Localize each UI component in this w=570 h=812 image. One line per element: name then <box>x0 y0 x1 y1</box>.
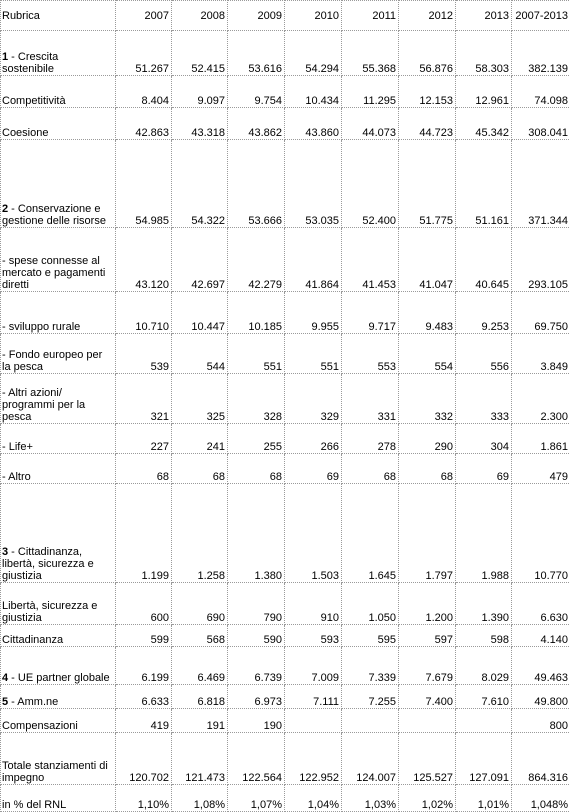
value-cell: 74.098 <box>512 76 570 108</box>
value-cell: 7.255 <box>342 685 399 709</box>
value-cell: 6.633 <box>116 685 172 709</box>
value-cell: 7.400 <box>399 685 456 709</box>
value-cell: 9.717 <box>342 292 399 334</box>
row-label <box>1 709 116 733</box>
value-cell: 293.105 <box>512 228 570 292</box>
value-cell: 304 <box>456 424 512 454</box>
value-cell: 68 <box>116 454 172 484</box>
value-cell: 1,048% <box>512 785 570 812</box>
value-cell: 6.739 <box>228 647 285 685</box>
value-cell: 598 <box>456 625 512 647</box>
label-text: - Fondo europeo per la pesca <box>2 349 102 373</box>
value-cell: 43.120 <box>116 228 172 292</box>
value-cell: 6.973 <box>228 685 285 709</box>
header-2008: 2008 <box>172 1 228 31</box>
value-cell: 68 <box>172 454 228 484</box>
value-cell: 53.035 <box>285 140 342 228</box>
value-cell <box>399 709 456 733</box>
label-text: Compensazioni <box>2 720 78 732</box>
row-label <box>1 685 116 709</box>
value-cell: 49.463 <box>512 647 570 685</box>
value-cell: 1,01% <box>456 785 512 812</box>
heading-number: 4 <box>2 672 8 684</box>
value-cell: 124.007 <box>342 733 399 785</box>
value-cell: 6.199 <box>116 647 172 685</box>
value-cell: 382.139 <box>512 31 570 76</box>
header-2013: 2013 <box>456 1 512 31</box>
row-label <box>1 31 116 76</box>
value-cell: 52.415 <box>172 31 228 76</box>
value-cell: 49.800 <box>512 685 570 709</box>
label-text: - Crescita sostenibile <box>2 51 58 75</box>
value-cell: 864.316 <box>512 733 570 785</box>
value-cell: 7.111 <box>285 685 342 709</box>
label-text: Cittadinanza <box>2 634 63 646</box>
value-cell: 1.380 <box>228 484 285 583</box>
heading-number: 2 <box>2 203 8 215</box>
value-cell: 241 <box>172 424 228 454</box>
table-row <box>1 292 570 334</box>
value-cell: 599 <box>116 625 172 647</box>
value-cell: 1,02% <box>399 785 456 812</box>
value-cell: 544 <box>172 334 228 374</box>
label-text: - sviluppo rurale <box>2 321 80 333</box>
value-cell <box>342 709 399 733</box>
value-cell: 41.047 <box>399 228 456 292</box>
value-cell: 1,04% <box>285 785 342 812</box>
label-text: Totale stanziamenti di impegno <box>2 760 108 784</box>
row-label <box>1 625 116 647</box>
value-cell: 1,08% <box>172 785 228 812</box>
value-cell: 479 <box>512 454 570 484</box>
table-row <box>1 140 570 228</box>
value-cell: 54.985 <box>116 140 172 228</box>
row-label <box>1 647 116 685</box>
value-cell: 597 <box>399 625 456 647</box>
value-cell: 1.050 <box>342 583 399 625</box>
header-rubrica: Rubrica <box>1 1 116 31</box>
value-cell: 45.342 <box>456 108 512 140</box>
value-cell: 69.750 <box>512 292 570 334</box>
value-cell: 43.862 <box>228 108 285 140</box>
value-cell: 551 <box>228 334 285 374</box>
value-cell: 53.666 <box>228 140 285 228</box>
label-text: - Conservazione e gestione delle risorse <box>2 203 106 227</box>
value-cell: 190 <box>228 709 285 733</box>
label-text: Coesione <box>2 127 48 139</box>
value-cell: 56.876 <box>399 31 456 76</box>
value-cell: 325 <box>172 374 228 424</box>
header-2012: 2012 <box>399 1 456 31</box>
value-cell: 6.630 <box>512 583 570 625</box>
heading-number: 3 <box>2 546 8 558</box>
value-cell: 122.564 <box>228 733 285 785</box>
label-text: - spese connesse al mercato e pagamenti diretti <box>2 255 105 291</box>
value-cell: 278 <box>342 424 399 454</box>
value-cell: 6.818 <box>172 685 228 709</box>
value-cell: 11.295 <box>342 76 399 108</box>
value-cell: 9.754 <box>228 76 285 108</box>
value-cell: 51.775 <box>399 140 456 228</box>
heading-number: 1 <box>2 51 8 63</box>
value-cell: 58.303 <box>456 31 512 76</box>
table-row <box>1 424 570 454</box>
value-cell: 590 <box>228 625 285 647</box>
value-cell: 371.344 <box>512 140 570 228</box>
label-text: Libertà, sicurezza e giustizia <box>2 600 97 624</box>
header-2009: 2009 <box>228 1 285 31</box>
value-cell: 328 <box>228 374 285 424</box>
row-label <box>1 140 116 228</box>
value-cell: 1,10% <box>116 785 172 812</box>
value-cell: 51.267 <box>116 31 172 76</box>
label-text: Competitività <box>2 95 66 107</box>
table-row <box>1 228 570 292</box>
budget-body <box>1 31 570 812</box>
value-cell: 9.483 <box>399 292 456 334</box>
value-cell: 68 <box>399 454 456 484</box>
value-cell: 554 <box>399 334 456 374</box>
table-row <box>1 31 570 76</box>
value-cell: 125.527 <box>399 733 456 785</box>
row-label <box>1 76 116 108</box>
row-label <box>1 484 116 583</box>
label-text: - Cittadinanza, libertà, sicurezza e giustizia <box>2 546 94 582</box>
value-cell: 9.097 <box>172 76 228 108</box>
value-cell: 266 <box>285 424 342 454</box>
value-cell: 54.322 <box>172 140 228 228</box>
label-text: - UE partner globale <box>8 672 110 684</box>
value-cell: 10.185 <box>228 292 285 334</box>
value-cell: 10.434 <box>285 76 342 108</box>
value-cell: 9.253 <box>456 292 512 334</box>
value-cell <box>456 709 512 733</box>
value-cell: 191 <box>172 709 228 733</box>
value-cell: 4.140 <box>512 625 570 647</box>
table-row <box>1 334 570 374</box>
value-cell: 1.390 <box>456 583 512 625</box>
value-cell: 44.723 <box>399 108 456 140</box>
value-cell: 1,03% <box>342 785 399 812</box>
row-label <box>1 733 116 785</box>
table-row <box>1 454 570 484</box>
value-cell: 7.339 <box>342 647 399 685</box>
label-text: in % del RNL <box>2 799 66 811</box>
value-cell: 1.200 <box>399 583 456 625</box>
value-cell: 1.503 <box>285 484 342 583</box>
value-cell: 539 <box>116 334 172 374</box>
value-cell: 600 <box>116 583 172 625</box>
table-row <box>1 108 570 140</box>
row-label <box>1 108 116 140</box>
value-cell: 2.300 <box>512 374 570 424</box>
value-cell: 54.294 <box>285 31 342 76</box>
value-cell: 333 <box>456 374 512 424</box>
value-cell <box>285 709 342 733</box>
value-cell: 332 <box>399 374 456 424</box>
value-cell: 10.710 <box>116 292 172 334</box>
table-row <box>1 785 570 812</box>
value-cell: 121.473 <box>172 733 228 785</box>
value-cell: 3.849 <box>512 334 570 374</box>
value-cell: 308.041 <box>512 108 570 140</box>
header-2007: 2007 <box>116 1 172 31</box>
value-cell: 69 <box>456 454 512 484</box>
row-label <box>1 424 116 454</box>
value-cell: 551 <box>285 334 342 374</box>
row-label <box>1 454 116 484</box>
table-row <box>1 709 570 733</box>
table-row <box>1 374 570 424</box>
table-row <box>1 685 570 709</box>
value-cell: 43.318 <box>172 108 228 140</box>
value-cell: 1.645 <box>342 484 399 583</box>
value-cell: 329 <box>285 374 342 424</box>
value-cell: 595 <box>342 625 399 647</box>
value-cell: 6.469 <box>172 647 228 685</box>
value-cell: 1.199 <box>116 484 172 583</box>
header-total: 2007-2013 <box>512 1 570 31</box>
header-2010: 2010 <box>285 1 342 31</box>
table-row <box>1 76 570 108</box>
value-cell: 120.702 <box>116 733 172 785</box>
value-cell: 790 <box>228 583 285 625</box>
value-cell: 68 <box>228 454 285 484</box>
value-cell: 42.863 <box>116 108 172 140</box>
table-row <box>1 484 570 583</box>
value-cell: 568 <box>172 625 228 647</box>
value-cell: 127.091 <box>456 733 512 785</box>
table-row <box>1 647 570 685</box>
value-cell: 10.447 <box>172 292 228 334</box>
value-cell: 1,07% <box>228 785 285 812</box>
value-cell: 122.952 <box>285 733 342 785</box>
label-text: - Amm.ne <box>8 696 58 708</box>
value-cell: 1.258 <box>172 484 228 583</box>
value-cell: 1.988 <box>456 484 512 583</box>
table-row <box>1 733 570 785</box>
row-label <box>1 228 116 292</box>
value-cell: 227 <box>116 424 172 454</box>
row-label <box>1 785 116 812</box>
value-cell: 321 <box>116 374 172 424</box>
value-cell: 51.161 <box>456 140 512 228</box>
value-cell: 7.679 <box>399 647 456 685</box>
value-cell: 9.955 <box>285 292 342 334</box>
value-cell: 53.616 <box>228 31 285 76</box>
value-cell: 69 <box>285 454 342 484</box>
value-cell: 68 <box>342 454 399 484</box>
heading-number: 5 <box>2 696 8 708</box>
value-cell: 44.073 <box>342 108 399 140</box>
value-cell: 52.400 <box>342 140 399 228</box>
value-cell: 40.645 <box>456 228 512 292</box>
value-cell: 800 <box>512 709 570 733</box>
value-cell: 593 <box>285 625 342 647</box>
value-cell: 12.961 <box>456 76 512 108</box>
value-cell: 419 <box>116 709 172 733</box>
row-label <box>1 292 116 334</box>
header-row <box>1 1 570 31</box>
value-cell: 7.009 <box>285 647 342 685</box>
value-cell: 41.864 <box>285 228 342 292</box>
value-cell: 10.770 <box>512 484 570 583</box>
label-text: - Altro <box>2 471 31 483</box>
value-cell: 12.153 <box>399 76 456 108</box>
value-cell: 8.404 <box>116 76 172 108</box>
header-2011: 2011 <box>342 1 399 31</box>
value-cell: 43.860 <box>285 108 342 140</box>
value-cell: 7.610 <box>456 685 512 709</box>
row-label <box>1 374 116 424</box>
value-cell: 42.279 <box>228 228 285 292</box>
value-cell: 553 <box>342 334 399 374</box>
row-label <box>1 583 116 625</box>
value-cell: 1.861 <box>512 424 570 454</box>
label-text: - Altri azioni/ programmi per la pesca <box>2 387 85 423</box>
value-cell: 8.029 <box>456 647 512 685</box>
label-text: - Life+ <box>2 441 33 453</box>
value-cell: 42.697 <box>172 228 228 292</box>
value-cell: 255 <box>228 424 285 454</box>
value-cell: 290 <box>399 424 456 454</box>
value-cell: 556 <box>456 334 512 374</box>
table-row <box>1 583 570 625</box>
table-row <box>1 625 570 647</box>
value-cell: 690 <box>172 583 228 625</box>
value-cell: 55.368 <box>342 31 399 76</box>
row-label <box>1 334 116 374</box>
value-cell: 910 <box>285 583 342 625</box>
value-cell: 1.797 <box>399 484 456 583</box>
value-cell: 41.453 <box>342 228 399 292</box>
value-cell: 331 <box>342 374 399 424</box>
